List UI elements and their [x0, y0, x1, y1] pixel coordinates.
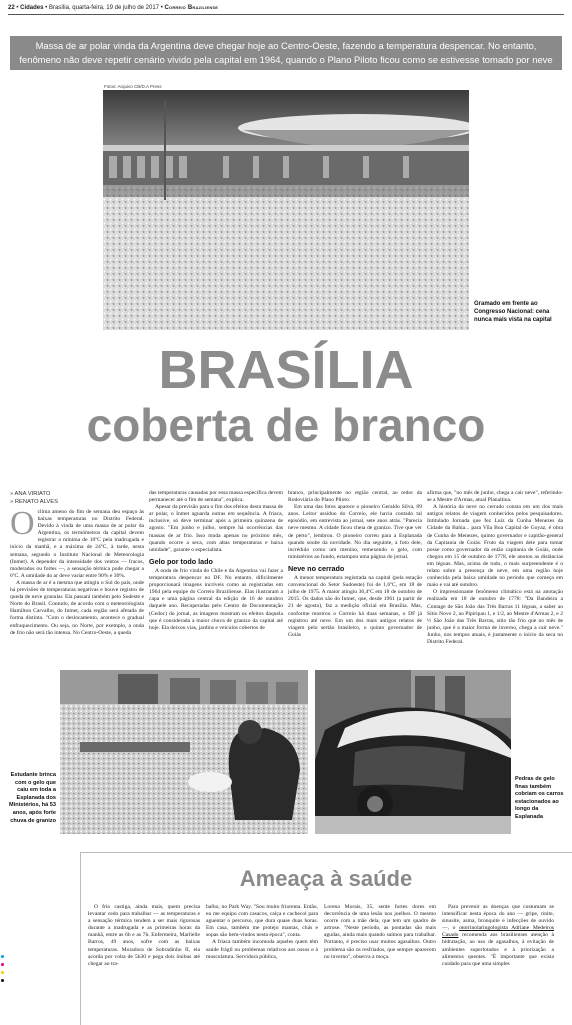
- magenta-mark: [1, 963, 4, 966]
- header-divider: [8, 14, 564, 15]
- byline-2: » RENATO ALVES: [10, 499, 59, 505]
- drop-cap: O: [10, 509, 35, 542]
- col4-paragraph-1: afirma que, "no mês de junho, chega a cair neve", referindo-se a Mestre d'Armas, atual Planaltina.: [427, 490, 563, 504]
- col2-paragraph-3: A onda de frio vinda do Chile e da Argentina vai fazer a temperatura despencar no DF. No entanto, dificilmente proporcionará imagens incríveis como as registradas em 1964 pela equipe do Correio Braziliense. Elas ilustraram a capa e uma página central da edição de 16 de outubro daquele ano. Recuperadas pelo Centro de Documentação (Cedoc) do jornal, as imagens mostram os efeitos daquela que é considerada a maior chuva de granizo da capital até hoje. Ela deixou vias, jardins e veículos cobertos de: [149, 567, 283, 631]
- section-name: Cidades: [20, 5, 44, 11]
- col1-paragraph-1: clima ameno do fim de semana deu espaço às baixas temperaturas no Distrito Federal. Devido à vinda de uma massa de ar polar da Argentina, os termômetros da capital devem registrar a mínima de 10ºC pela madrugada e início da manhã, e a máxima de 24ºC, à tarde, nesta semana, segundo o Instituto Nacional de Meteorologia (Inmet). A depender da intensidade dos ventos — fracos, moderados ou fortes —, a sensação térmica pode chegar a 6ºC. A umidade do ar deve variar entre 90% e 30%.: [10, 509, 144, 579]
- col4-paragraph-2: A história da neve no cerrado consta em um dos mais antigos relatos de viagem conhecidos pelos pesquisadores. Intitulado Jornada que fez Luiz da Cunha Menezes da Cidade da Bahia... para Vila Boa Capital de Goyaz, é obra de Cunha de Menezes, quinto governador e capitão-general da Capitania de Goiás. Fruto da viagem dele para tomar posse como governador da então capitania de Goiás, onde chegou em 15 de outubro de 1778, ele anotou as distâncias em léguas. Mas, acima de tudo, o mais surpreendente é o relato sobre a presença de neve, em uma região hoje conhecida pela baixa umidade no período que começa em maio e vai até outubro.: [427, 504, 563, 589]
- sidebar-title: Ameaça à saúde: [239, 866, 413, 891]
- byline-1: » ANA VIRIATO: [10, 491, 51, 497]
- page-number: 22: [8, 5, 15, 11]
- sidebar-col2-text: balho, no Park Way. "Sou muito friorenta. Então, eu me equipo com casacos, calça e cachecol para aguentar o percurso, que dura quase duas horas. Em casa, também me protejo mantas, chás e sopas são bem-vindos nesta época", conta.: [206, 904, 318, 939]
- col3-paragraph-2: Em uma das fotos aparece o pioneiro Geraldo Silva, 89 anos. Leitor assíduo do Correio, ele havia contado tal episódio, em entrevista ao jornal, sete anos atrás. "Parecia neve mesmo. A cidade ficou cheia de granizo. Tive que ver de perto", lembrou. O pioneiro correu para a Esplanada quando soube da novidade. No dia seguinte, a foto dele, incrédulo como um menino, remexendo o gelo, com ministérios ao fundo, estampou uma página do jornal.: [288, 504, 422, 560]
- article-column-4: [427, 490, 563, 668]
- black-mark: [1, 979, 4, 982]
- col3-paragraph-1: branco, principalmente no região central, ao redor da Rodoviária do Plano Piloto.: [288, 490, 422, 504]
- article-column-2: [149, 490, 283, 668]
- sidebar-column-2: [206, 904, 318, 1024]
- specialist-link[interactable]: otorrinolaringologista Adriane Medeiros Casado: [442, 925, 554, 939]
- page-header: 22 • Cidades • Brasília, quarta-feira, 19 de julho de 2017 • Correio Braziliense: [8, 5, 219, 11]
- photo-credit: Fotos: Arquivo CB/D.A Press: [104, 84, 162, 89]
- col1-paragraph-2: A massa de ar é a mesma que atingiu o Sul do país, onde há previsões de temperaturas negativas e houve registro de queda de neve granular. Ela passará também pelo Sudeste e Norte do Brasil. Contudo, de acordo com o meteorologista Hamilton Carvalho, do Inmet, cada região será afetada de forma distinta. "Com o deslocamento, acontece o gradual enfraquecimento. Ou seja, no Norte, por exemplo, a onda de frio não será tão intensa. No Centro-Oeste, a queda: [10, 579, 144, 636]
- esplanade-student-photo: [60, 670, 308, 834]
- main-photo-caption: Gramado em frente ao Congresso Nacional: cena nunca mais vista na capital: [474, 301, 552, 323]
- publication-name: Correio Braziliense: [164, 5, 219, 11]
- dateline: Brasília, quarta-feira, 19 de julho de 2017: [48, 5, 160, 11]
- headline-line-2: coberta de branco: [86, 399, 486, 451]
- col4-paragraph-3: O impressionante fenômeno climático está na anotação realizada em 18 de outubro de 1778: "Da Bandeira a Contage de São João das Três Barras 11 léguas, a saber ao Sítio Novo 2, ao Pipiripau 1, e 1/2, ao Mestre d'Armas 2, e 2 ½ São João das Três Barras, sítio tão frio que no mês de junho, que é a maior forma de inverno, chega a cair neve." Junho, nos tempos atuais, é justamente o início da seca no Distrito Federal.: [427, 589, 563, 645]
- sidebar-column-4: [442, 904, 554, 1024]
- bylines: [10, 490, 58, 506]
- col3-subhead: Neve no cerrado: [288, 563, 345, 573]
- sidebar-column-3: [324, 904, 436, 1024]
- headline-line-1: BRASÍLIA: [158, 340, 414, 400]
- sidebar-col1-text: O frio castiga, ainda mais, quem precisa levantar cedo para trabalhar — as temperaturas e a sensação térmica tendem a ser mais rigorosas durante a madrugada e as primeiras horas da manhã, entre as 6h e as 7h. Enfermeira, Marlielle Barros, 49 anos, sofre com as baixas temperaturas. Moradora de Sobradinho II, ela acorda por volta de 5h30 e pega dois ônibus até chegar ao tra-: [88, 904, 200, 967]
- print-registration-marks: [0, 955, 6, 987]
- col3-paragraph-3: A menor temperatura registrada na capital (pela estação convencional do Setor Sudoeste) foi de 1,6ºC, em 18 de julho de 1975. A maior atingiu 36,4ºC em 18 de outubro de 2015. Os dados são do Inmet, que, desde 1961 (a partir de 21 de agosto), faz a medição oficial em Brasília. Mas, conforme mostrou o Correio há duas semanas, o DF já registrou até neve. Em um dos mais antigos relatos de viagem pelo sertão brasileiro, o quinto governador de Goiás: [288, 575, 422, 638]
- article-column-1: [10, 509, 144, 669]
- sidebar-col2b-text: A friaca também incomoda aqueles quem têm saúde frágil ou problemas relativos aos ossos e à musculatura. Servidora pública,: [206, 939, 318, 960]
- col2-paragraph-2: Apesar da previsão para o fim dos efeitos desta massa de ar polar, o Inmet aguarda outras em sequência. A friaca, inclusive, só deve terminar após a primeira quinzena de agosto. "Em junho e julho, sempre há ocorrências das massas de ar frio. Isso muda apenas no próximo mês, quando ocorre a seca, com altas temperaturas e baixa umidade", garante o especialista.: [149, 504, 283, 553]
- sidebar-col4-text-a: Para prevenir as doenças que costumam se intensificar nesta época do ano — gripe, rinite, sinusite, asma, bronquite e infecções de ouvido —, o: [442, 904, 554, 932]
- congress-photo: [103, 90, 469, 330]
- cyan-mark: [1, 955, 4, 958]
- right-photo-caption: Pedras de gelo finas também cobriam os carros estacionados ao longo da Esplanada: [515, 776, 564, 820]
- sidebar-col4-text-b: recomenda aos brasilienses atenção à hidratação, ao uso de agasalhos, à evitação de ambientes superlotados e à priorização a alimentos quentes. "É importante que exista cuidado para que uma simples: [442, 932, 554, 967]
- deck-line-2: fenômeno não deve repetir cenário vivido pela capital em 1964, quando o Plano Piloto ficou como se estivesse tomado por neve: [19, 54, 553, 65]
- article-deck: [10, 36, 562, 70]
- yellow-mark: [1, 971, 4, 974]
- sidebar-column-1: [88, 904, 200, 1024]
- left-photo-caption: Estudante brinca com o gelo que caiu em toda a Esplanada dos Ministérios, há 53 anos, após forte chuva de granizo: [9, 772, 56, 824]
- hail-car-photo: [315, 670, 511, 834]
- col2-paragraph-1: das temperaturas causadas por essa massa específica devem permanecer até o fim de semana", explica.: [149, 490, 283, 504]
- col2-subhead: Gelo por todo lado: [149, 556, 213, 566]
- deck-line-1: Massa de ar polar vinda da Argentina deve chegar hoje ao Centro-Oeste, fazendo a temperatura despencar. No entanto,: [35, 40, 537, 51]
- sidebar-col3-text: Lorena Morais, 35, sente fortes dores em decorrência de uma lesão nos joelhos. O mesmo ocorre com a mãe dela, que tem um quadro de artrose. "Neste período, as pontadas são mais agudas, ainda mais quando saímos para trabalhar. Portanto, é preciso usar muitos agasalhos. Outro problema são os resfriados, que sempre aparecem no inverno", observa a moça.: [324, 904, 436, 960]
- article-column-3: [288, 490, 422, 668]
- sidebar-col4-text: [442, 904, 554, 968]
